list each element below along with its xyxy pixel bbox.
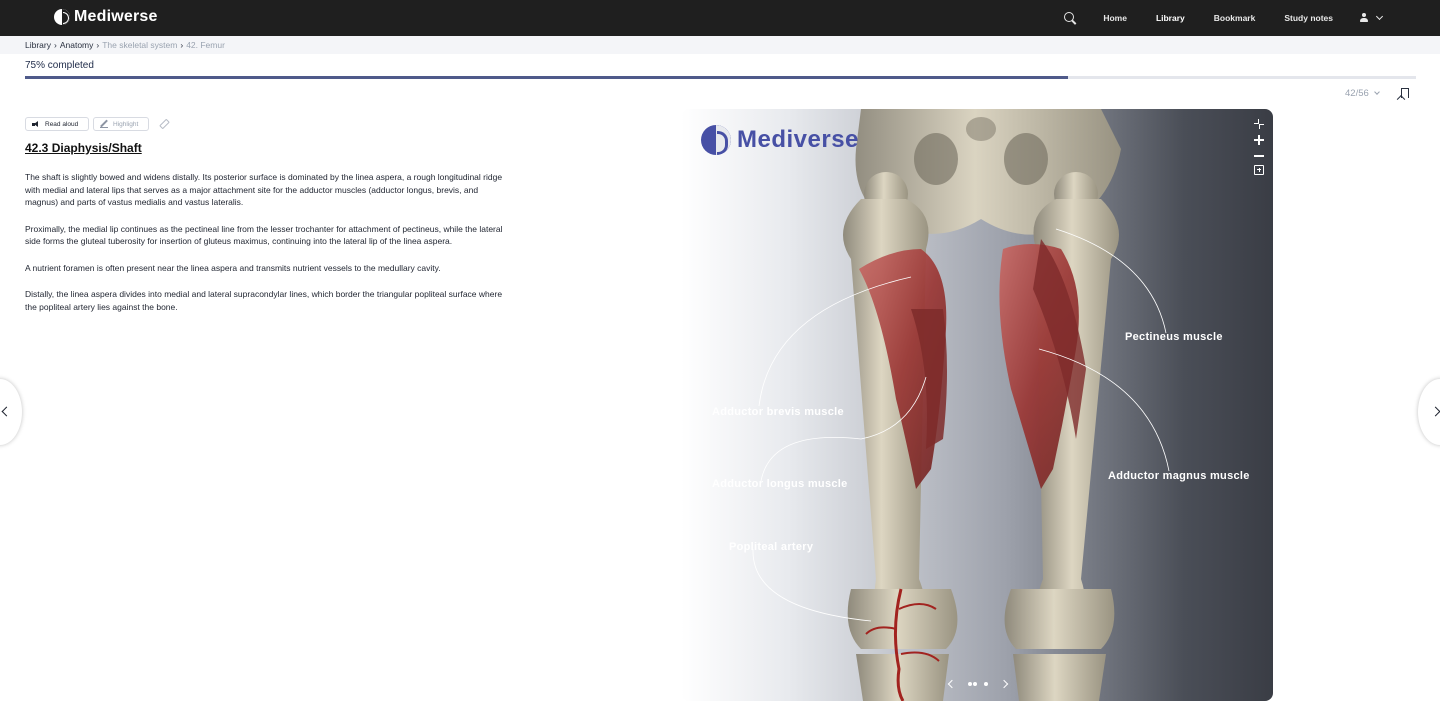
main-nav: [1063, 0, 1382, 36]
breadcrumb-separator: ›: [53, 40, 57, 50]
label-adductor-longus: Adductor longus muscle: [712, 478, 848, 490]
breadcrumb-library[interactable]: Library: [25, 40, 51, 50]
user-menu[interactable]: [1359, 13, 1382, 23]
progress-bar: [25, 76, 1416, 79]
breadcrumb-separator: ›: [180, 40, 184, 50]
nav-library[interactable]: Library: [1155, 13, 1185, 23]
zoom-out-icon[interactable]: [1254, 151, 1264, 161]
section-body: [25, 171, 510, 327]
label-pectineus: Pectineus muscle: [1125, 331, 1223, 343]
highlight-label: Highlight: [113, 120, 139, 128]
progress-fill: [25, 76, 1068, 79]
top-navigation-bar: [0, 0, 1440, 36]
progress-label: 75% completed: [25, 60, 94, 71]
nav-bookmark[interactable]: Bookmark: [1213, 13, 1256, 23]
search-icon[interactable]: [1063, 11, 1077, 25]
zoom-in-icon[interactable]: [1254, 135, 1264, 145]
femur-illustration: [681, 109, 1273, 701]
label-popliteal-artery: Popliteal artery: [729, 541, 814, 553]
breadcrumb-femur: 42. Femur: [186, 40, 225, 50]
anatomy-image-viewer[interactable]: [681, 109, 1273, 701]
bookmark-icon[interactable]: [1401, 88, 1409, 98]
nav-study-notes[interactable]: Study notes: [1284, 13, 1333, 23]
eraser-icon[interactable]: [160, 120, 167, 127]
carousel-next-icon[interactable]: [1000, 680, 1008, 688]
paragraph: Proximally, the medial lip continues as the pectineal line from the lesser trochanter for attachment of pectineus, while the lateral side forms the gluteal tuberosity for insertion of gluteus maximus, continuing into the lateral lip of the linea aspera.: [25, 223, 503, 246]
figure-brand: [701, 125, 859, 155]
carousel-prev-icon[interactable]: [948, 680, 956, 688]
brand-logo-icon: [701, 125, 731, 155]
breadcrumb-separator: ›: [96, 40, 100, 50]
image-carousel: [949, 681, 1007, 687]
add-note-icon[interactable]: [1254, 165, 1264, 175]
page-counter-label: 42/56: [1345, 88, 1369, 99]
figure-brand-text: Mediverse: [737, 126, 859, 153]
paragraph: Distally, the linea aspera divides into medial and lateral supracondylar lines, which border the triangular popliteal surface where the popliteal artery lies against the bone.: [25, 289, 503, 312]
nav-home[interactable]: Home: [1103, 13, 1127, 23]
next-page-button[interactable]: [1418, 379, 1440, 445]
chevron-left-icon: [2, 407, 12, 417]
logo-icon: [54, 9, 70, 25]
paragraph: The shaft is slightly bowed and widens distally. Its posterior surface is dominated by the linea aspera, a rough longitudinal ridge with medial and lateral lips that serves as a major attachment site for the adductor muscles (adductor longus, brevis, and magnus) and parts of vastus medialis and vastus lateralis.: [25, 172, 503, 207]
section-title: 42.3 Diaphysis/Shaft: [25, 141, 142, 155]
paragraph: A nutrient foramen is often present near the linea aspera and transmits nutrient vessels to the medullary cavity.: [25, 262, 441, 273]
chevron-right-icon: [1431, 407, 1440, 417]
carousel-dot[interactable]: [984, 682, 988, 686]
breadcrumb-skeletal-system[interactable]: The skeletal system: [102, 40, 178, 50]
label-adductor-magnus: Adductor magnus muscle: [1108, 470, 1250, 482]
previous-page-button[interactable]: [0, 379, 22, 445]
collapse-icon[interactable]: [1254, 119, 1264, 129]
user-icon: [1359, 13, 1369, 23]
label-adductor-brevis: Adductor brevis muscle: [712, 406, 844, 418]
chevron-down-icon: [1376, 13, 1383, 20]
breadcrumb-anatomy[interactable]: Anatomy: [59, 40, 94, 50]
app-name: Mediwerse: [74, 8, 158, 25]
highlight-button[interactable]: [93, 117, 149, 131]
speaker-icon: [32, 121, 40, 128]
read-aloud-button[interactable]: [25, 117, 89, 131]
page-selector[interactable]: [1345, 88, 1379, 99]
pencil-icon: [100, 120, 108, 128]
app-logo[interactable]: [54, 8, 158, 26]
carousel-dot[interactable]: [968, 682, 977, 686]
read-aloud-label: Read aloud: [45, 120, 79, 128]
chevron-down-icon: [1374, 89, 1380, 95]
breadcrumb: [25, 40, 225, 50]
